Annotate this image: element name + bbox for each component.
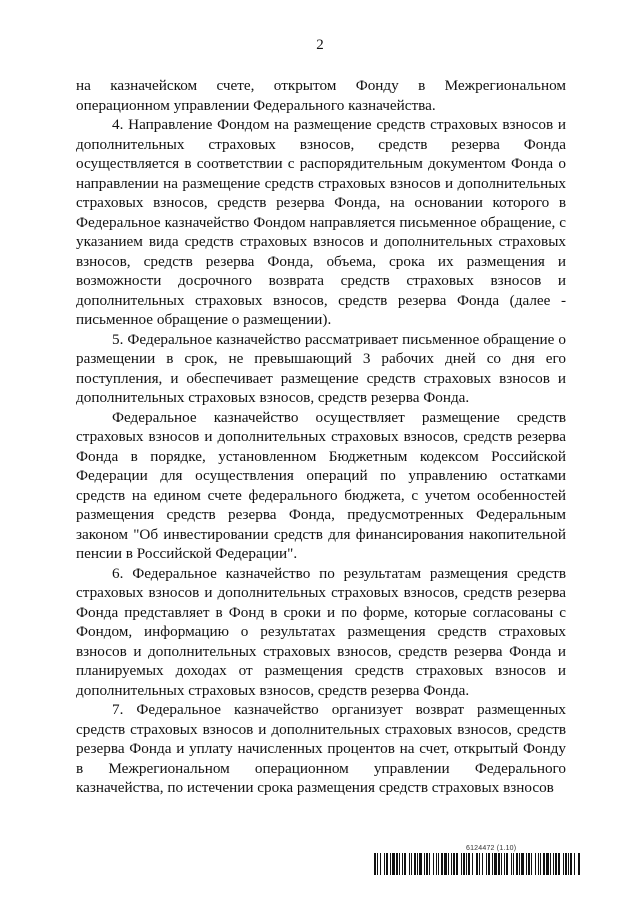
- barcode-bar: [433, 853, 434, 875]
- barcode-bar: [374, 853, 376, 875]
- barcode-bar: [570, 853, 572, 875]
- barcode-bar: [463, 853, 465, 875]
- barcode-bar: [513, 853, 514, 875]
- barcode-bar: [558, 853, 560, 875]
- barcode-bar: [396, 853, 398, 875]
- barcode-bar: [411, 853, 412, 875]
- barcode-bar: [535, 853, 536, 875]
- paragraph-item-4: 4. Направление Фондом на размещение средств страховых взносов и дополнительных страховых взносов, средств резерва Фонда осуществляется в соответствии с распорядительным документом Фонда о направлении на размещение средств страховых взносов и дополнительных страховых взносов, средств резерва Фонда, на основании которого в Федеральное казначейство Фондом направляется письменное обращение, с указанием вида средств страховых взносов и дополнительных страховых взносов, средств резерва Фонда, объема, срока их размещения и возможности досрочного возврата средств страховых взносов и дополнительных страховых взносов, средств резерва Фонда (далее - письменное обращение о размещении).: [76, 116, 566, 328]
- barcode-bar: [414, 853, 416, 875]
- barcode-bar: [504, 853, 505, 875]
- barcode-bar: [540, 853, 541, 875]
- paragraph-item-7: 7. Федеральное казначейство организует возврат размещенных средств страховых взносов и дополнительных страховых взносов, средств резерва Фонда и уплату начисленных процентов на счет, открытый Фонду в Межрегиональном операционном управлении Федерального казначейства, по истечении срока размещения средств страховых взносов: [76, 701, 566, 796]
- barcode-bar: [526, 853, 527, 875]
- barcode-bar: [438, 853, 439, 875]
- barcode-bar: [482, 853, 483, 875]
- barcode-bar: [461, 853, 462, 875]
- barcode-bar: [531, 853, 532, 875]
- barcode-bar: [429, 853, 430, 875]
- barcode-bar: [419, 853, 422, 875]
- barcode-bar: [386, 853, 388, 875]
- barcode-bar: [553, 853, 554, 875]
- barcode-bar: [399, 853, 400, 875]
- barcode-bar: [426, 853, 428, 875]
- barcode-bar: [441, 853, 443, 875]
- barcode-bar: [519, 853, 520, 875]
- barcode-bar: [563, 853, 564, 875]
- barcode-bar: [404, 853, 406, 875]
- barcode-bar: [565, 853, 567, 875]
- barcode-bar: [448, 853, 449, 875]
- barcode-bar: [498, 853, 500, 875]
- barcode-bar: [380, 853, 381, 875]
- barcode-bar: [506, 853, 508, 875]
- barcode-bar: [453, 853, 455, 875]
- barcode-bar: [468, 853, 470, 875]
- barcode: [374, 853, 580, 875]
- paragraph-item-5: 5. Федеральное казначейство рассматривает письменное обращение о размещении в срок, не превышающий 3 рабочих дней со дня его поступления, и обеспечивает размещение средств страховых взносов и дополнительных страховых взносов, средств резерва Фонда.: [76, 330, 566, 406]
- barcode-bar: [511, 853, 512, 875]
- barcode-bar: [568, 853, 569, 875]
- barcode-bar: [578, 853, 580, 875]
- barcode-bar: [466, 853, 467, 875]
- document-body: [76, 76, 566, 798]
- barcode-bar: [476, 853, 478, 875]
- barcode-bar: [486, 853, 487, 875]
- barcode-bar: [377, 853, 378, 875]
- barcode-bar: [488, 853, 490, 875]
- barcode-bar: [451, 853, 452, 875]
- paragraph-item-6: 6. Федеральное казначейство по результатам размещения средств страховых взносов и дополнительных страховых взносов, средств резерва Фонда представляет в Фонд в сроки и по форме, которые согласованы с Фондом, информацию о результатах размещения средств страховых взносов и дополнительных страховых взносов, средств резерва Фонда и планируемых доходах от размещения средств страховых взносов и дополнительных страховых взносов, средств резерва Фонда.: [76, 564, 566, 699]
- barcode-bar: [528, 853, 530, 875]
- barcode-bar: [392, 853, 395, 875]
- barcode-bar: [494, 853, 497, 875]
- barcode-bar: [472, 853, 473, 875]
- barcode-bar: [436, 853, 437, 875]
- barcode-bar: [555, 853, 557, 875]
- barcode-bar: [543, 853, 545, 875]
- barcode-bar: [516, 853, 518, 875]
- barcode-bar: [538, 853, 539, 875]
- barcode-bar: [574, 853, 575, 875]
- barcode-bar: [390, 853, 391, 875]
- barcode-bar: [444, 853, 447, 875]
- barcode-bar: [479, 853, 480, 875]
- document-code: 6124472 (1.10): [466, 845, 517, 852]
- barcode-bar: [384, 853, 385, 875]
- barcode-bar: [409, 853, 410, 875]
- barcode-bar: [402, 853, 403, 875]
- paragraph-continuation: на казначейском счете, открытом Фонду в Межрегиональном операционном управлении Федерального казначейства.: [76, 77, 566, 114]
- barcode-bar: [456, 853, 458, 875]
- barcode-bar: [424, 853, 425, 875]
- paragraph-treasury-placement: Федеральное казначейство осуществляет размещение средств страховых взносов и дополнительных страховых взносов, средств резерва Фонда в порядке, установленном Бюджетным кодексом Российской Федерации для осуществления операций по управлению остатками средств на едином счете федерального бюджета, с учетом особенностей размещения средств резерва Фонда, предусмотренных Федеральным законом "Об инвестировании средств для финансирования накопительной пенсии в Российской Федерации".: [76, 408, 566, 562]
- barcode-bar: [546, 853, 549, 875]
- barcode-bar: [417, 853, 418, 875]
- barcode-bar: [492, 853, 493, 875]
- barcode-bar: [521, 853, 524, 875]
- page-number: 2: [316, 37, 324, 53]
- barcode-bar: [501, 853, 502, 875]
- barcode-bar: [550, 853, 551, 875]
